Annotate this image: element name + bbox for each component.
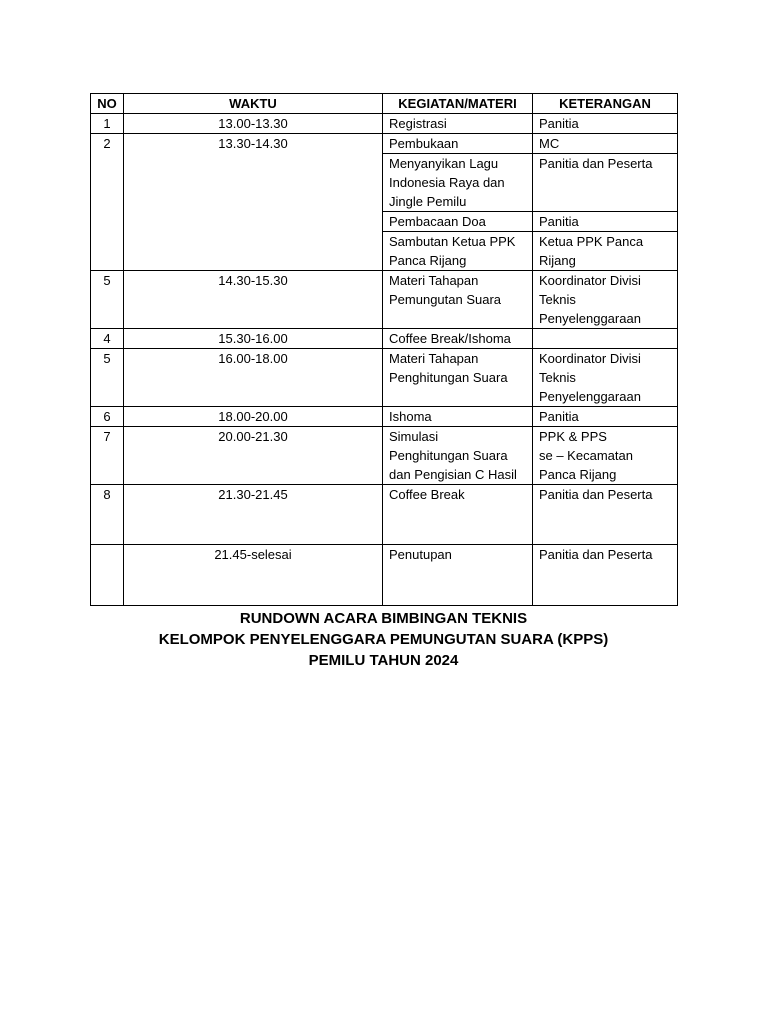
cell-note (533, 134, 678, 154)
cell-time: 18.00-20.00 (124, 407, 383, 427)
cell-note (533, 329, 678, 349)
activity-line: Penutupan (389, 547, 452, 562)
heading-line-1: RUNDOWN ACARA BIMBINGAN TEKNIS (239, 610, 528, 627)
cell-activity (383, 329, 533, 349)
cell-activity (383, 232, 533, 271)
note-line: Penyelenggaraan (539, 311, 641, 326)
table-body (91, 114, 678, 606)
cell-time: 14.30-15.30 (124, 271, 383, 329)
note-line: Penyelenggaraan (539, 389, 641, 404)
note-line: PPK & PPS (539, 429, 607, 444)
document-page (90, 93, 677, 671)
table-header-row (91, 94, 678, 114)
activity-line: Pemungutan Suara (389, 292, 502, 307)
cell-note (533, 485, 678, 545)
activity-line: Simulasi (389, 429, 439, 444)
cell-no: 5 (91, 271, 124, 329)
activity-line: Pembacaan Doa (389, 214, 486, 229)
note-line: Panitia (539, 409, 579, 424)
activity-line: Penghitungan Suara (389, 448, 508, 463)
table-row (91, 329, 678, 349)
cell-activity (383, 407, 533, 427)
note-line: Rijang (539, 253, 576, 268)
activity-line: Penghitungan Suara (389, 370, 508, 385)
activity-line: dan Pengisian C Hasil (389, 467, 517, 482)
cell-note (533, 114, 678, 134)
activity-line: Ishoma (389, 409, 432, 424)
activity-line: Indonesia Raya dan (389, 175, 505, 190)
cell-time: 13.00-13.30 (124, 114, 383, 134)
cell-no: 1 (91, 114, 124, 134)
cell-activity (383, 271, 533, 329)
note-line: Panitia (539, 116, 579, 131)
table-row (91, 349, 678, 407)
table-row (91, 134, 678, 154)
cell-note (533, 545, 678, 606)
cell-no: 5 (91, 349, 124, 407)
cell-time: 13.30-14.30 (124, 134, 383, 271)
cell-note (533, 232, 678, 271)
heading-line-2: KELOMPOK PENYELENGGARA PEMUNGUTAN SUARA (KPPS) (158, 631, 609, 648)
header-note: KETERANGAN (533, 94, 678, 114)
cell-no: 2 (91, 134, 124, 271)
cell-activity (383, 349, 533, 407)
rundown-table (90, 93, 678, 606)
cell-no: 4 (91, 329, 124, 349)
cell-note (533, 212, 678, 232)
activity-line: Panca Rijang (389, 253, 467, 268)
cell-note (533, 407, 678, 427)
activity-line: Sambutan Ketua PPK (389, 234, 516, 249)
cell-time: 16.00-18.00 (124, 349, 383, 407)
header-time: WAKTU (124, 94, 383, 114)
note-line: Panitia (539, 214, 579, 229)
note-line: se – Kecamatan (539, 448, 633, 463)
activity-line: Pembukaan (389, 136, 459, 151)
activity-line: Jingle Pemilu (389, 194, 467, 209)
cell-note (533, 427, 678, 485)
note-line: Panitia dan Peserta (539, 156, 653, 171)
activity-line: Coffee Break/Ishoma (389, 331, 511, 346)
cell-note (533, 271, 678, 329)
cell-time: 21.45-selesai (124, 545, 383, 606)
heading-line-3: PEMILU TAHUN 2024 (308, 652, 459, 669)
note-line: Koordinator Divisi (539, 273, 641, 288)
note-line: Teknis (539, 292, 576, 307)
cell-time: 15.30-16.00 (124, 329, 383, 349)
note-line: MC (539, 136, 560, 151)
activity-line: Materi Tahapan (389, 273, 479, 288)
cell-no: 6 (91, 407, 124, 427)
document-heading (90, 608, 677, 671)
cell-no: 8 (91, 485, 124, 545)
table-row (91, 271, 678, 329)
cell-activity (383, 427, 533, 485)
cell-activity (383, 212, 533, 232)
activity-line: Registrasi (389, 116, 447, 131)
cell-no (91, 545, 124, 606)
cell-activity (383, 485, 533, 545)
activity-line: Coffee Break (389, 487, 465, 502)
cell-activity (383, 154, 533, 212)
header-no: NO (91, 94, 124, 114)
cell-activity (383, 545, 533, 606)
note-line: Panitia dan Peserta (539, 487, 653, 502)
table-row (91, 407, 678, 427)
table-row (91, 114, 678, 134)
note-line: Teknis (539, 370, 576, 385)
table-row (91, 545, 678, 606)
note-line: Panitia dan Peserta (539, 547, 653, 562)
cell-time: 20.00-21.30 (124, 427, 383, 485)
table-row (91, 485, 678, 545)
table-row (91, 427, 678, 485)
note-line: Koordinator Divisi (539, 351, 641, 366)
note-line: Panca Rijang (539, 467, 617, 482)
note-line: Ketua PPK Panca (539, 234, 644, 249)
cell-time: 21.30-21.45 (124, 485, 383, 545)
activity-line: Menyanyikan Lagu (389, 156, 499, 171)
cell-activity (383, 134, 533, 154)
cell-note (533, 154, 678, 212)
cell-note (533, 349, 678, 407)
cell-no: 7 (91, 427, 124, 485)
cell-activity (383, 114, 533, 134)
activity-line: Materi Tahapan (389, 351, 479, 366)
header-activity: KEGIATAN/MATERI (383, 94, 533, 114)
